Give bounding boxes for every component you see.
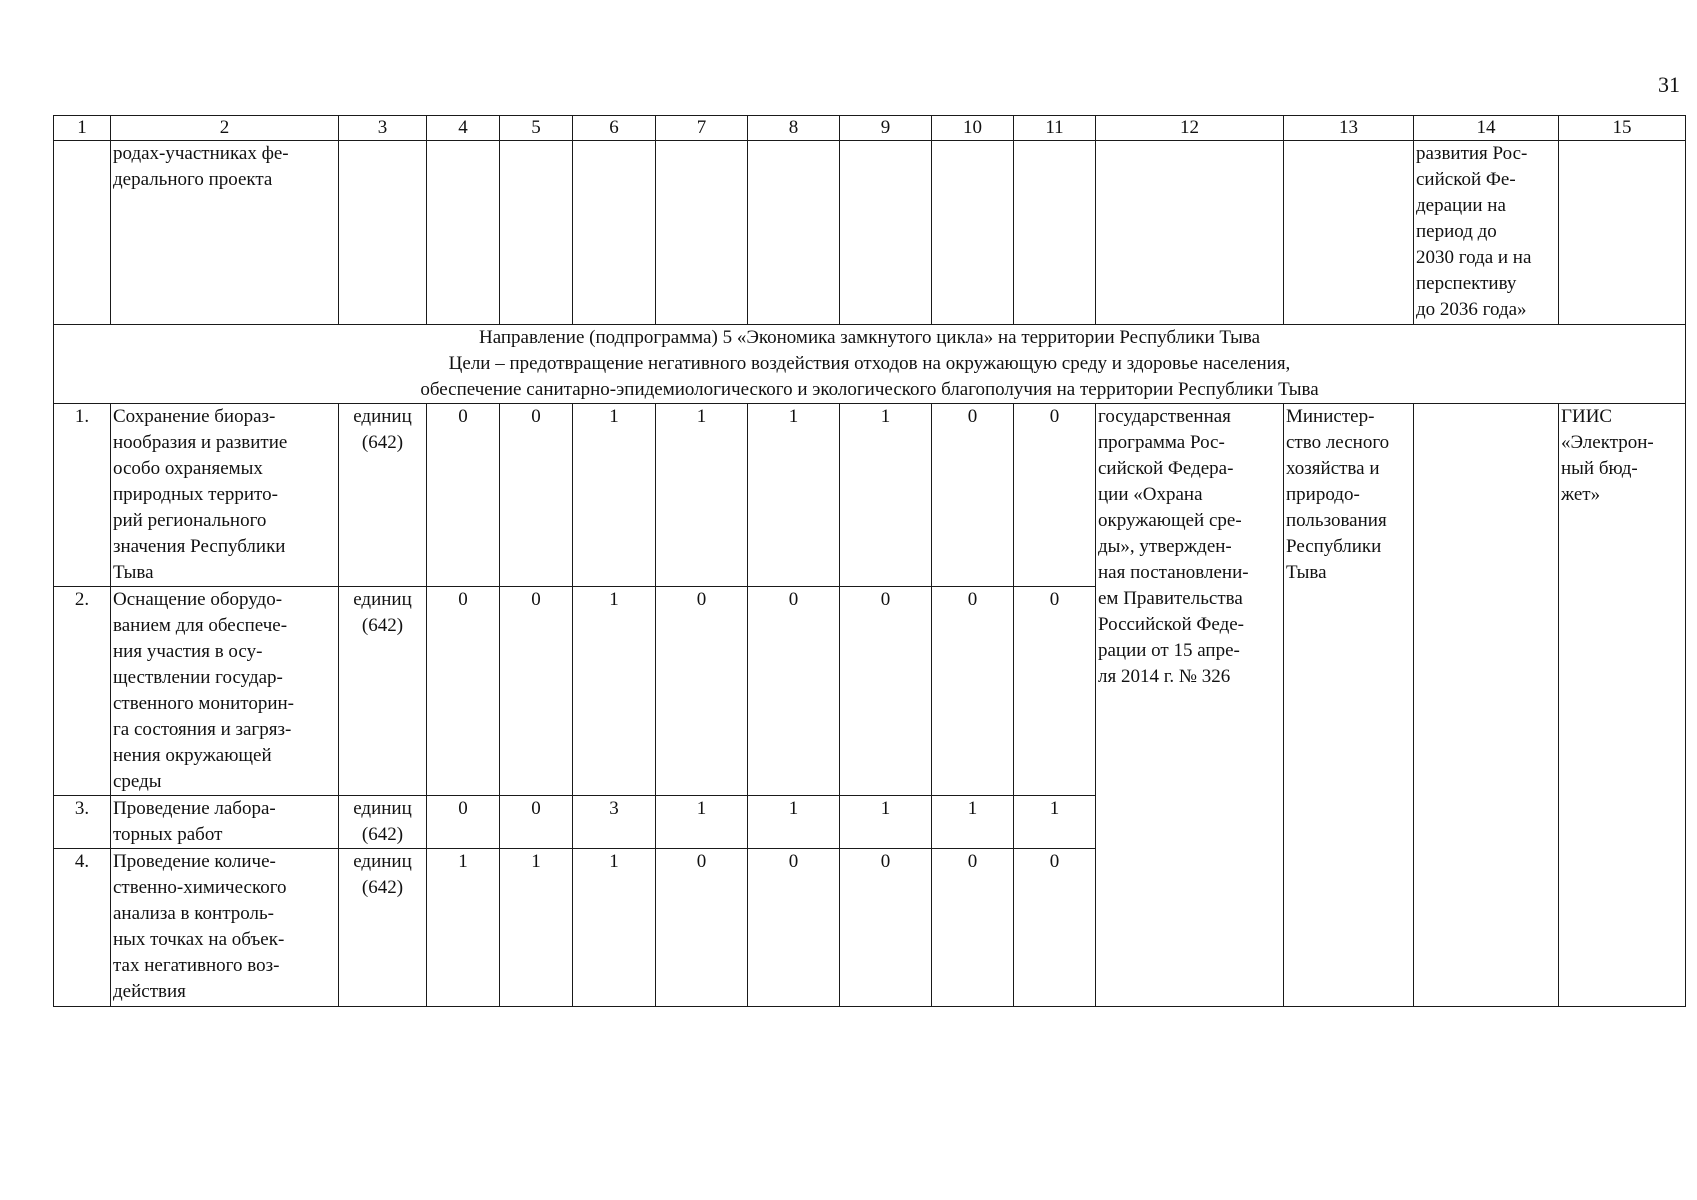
header-cell: 14: [1414, 116, 1559, 141]
indicators-table: [53, 115, 1686, 1007]
unit-cell: [339, 404, 427, 587]
section-row: [54, 325, 1686, 404]
text-line: природо-: [1286, 484, 1360, 505]
text-line: единиц: [353, 798, 412, 819]
header-cell: 15: [1559, 116, 1686, 141]
text-line: ных точках на объек-: [113, 929, 285, 950]
value-cell: 0: [500, 587, 573, 796]
value-cell: 0: [656, 587, 748, 796]
text-line: единиц: [353, 851, 412, 872]
text-line: ществлении государ-: [113, 667, 283, 688]
indicator-name: [111, 587, 339, 796]
value-cell: 1: [840, 404, 932, 587]
value-cell: 0: [427, 404, 500, 587]
text-line: сийской Федера-: [1098, 458, 1234, 479]
text-line: ванием для обеспече-: [113, 615, 288, 636]
value-cell: 0: [932, 849, 1014, 1007]
text-line: тах негативного воз-: [113, 955, 280, 976]
header-cell: 4: [427, 116, 500, 141]
value-cell: 0: [748, 587, 840, 796]
text-line: нообразия и развитие: [113, 432, 288, 453]
text-line: Оснащение оборудо-: [113, 589, 283, 610]
text-line: Тыва: [113, 562, 154, 583]
text-line: «Электрон-: [1561, 432, 1654, 453]
empty-cell: [840, 141, 932, 325]
section-goal: Цели – предотвращение негативного воздействия отходов на окружающую среду и здоровье населения,: [448, 353, 1291, 374]
header-cell: 7: [656, 116, 748, 141]
header-cell: 3: [339, 116, 427, 141]
value-cell: 0: [748, 849, 840, 1007]
indicator-name: [111, 404, 339, 587]
text-line: дерации на: [1416, 195, 1506, 216]
value-cell: 0: [656, 849, 748, 1007]
text-line: среды: [113, 771, 162, 792]
text-line: особо охраняемых: [113, 458, 263, 479]
value-cell: 0: [1014, 849, 1096, 1007]
text-line: (642): [361, 824, 404, 845]
text-line: жет»: [1561, 484, 1601, 505]
text-line: Проведение лабора-: [113, 798, 276, 819]
table-row: [54, 404, 1686, 587]
header-cell: 12: [1096, 116, 1284, 141]
text-line: родах-участниках фе-: [113, 143, 289, 164]
row-number: 3.: [54, 796, 111, 849]
header-cell: 9: [840, 116, 932, 141]
text-line: (642): [361, 615, 404, 636]
continuation-col14-cell: [1414, 141, 1559, 325]
program-cell: [1096, 404, 1284, 1007]
text-line: ство лесного: [1286, 432, 1390, 453]
header-cell: 1: [54, 116, 111, 141]
text-line: ный бюд-: [1561, 458, 1638, 479]
text-line: программа Рос-: [1098, 432, 1225, 453]
indicator-name: [111, 849, 339, 1007]
text-line: значения Республики: [113, 536, 286, 557]
section-heading: [54, 325, 1686, 404]
continuation-row: [54, 141, 1686, 325]
text-line: (642): [361, 877, 404, 898]
text-line: (642): [361, 432, 404, 453]
value-cell: 0: [427, 796, 500, 849]
text-line: период до: [1416, 221, 1497, 242]
text-line: ственно-химического: [113, 877, 287, 898]
header-cell: 10: [932, 116, 1014, 141]
text-line: ственного мониторин-: [113, 693, 295, 714]
value-cell: 1: [748, 796, 840, 849]
header-cell: 5: [500, 116, 573, 141]
value-cell: 0: [932, 404, 1014, 587]
text-line: анализа в контроль-: [113, 903, 274, 924]
empty-cell: [748, 141, 840, 325]
text-line: развития Рос-: [1416, 143, 1528, 164]
text-line: государственная: [1098, 406, 1231, 427]
text-line: хозяйства и: [1286, 458, 1380, 479]
text-line: ем Правительства: [1098, 588, 1243, 609]
text-line: ная постановлени-: [1098, 562, 1249, 583]
system-cell: [1559, 404, 1686, 1007]
text-line: Министер-: [1286, 406, 1375, 427]
value-cell: 1: [748, 404, 840, 587]
text-line: ды», утвержден-: [1098, 536, 1232, 557]
text-line: окружающей сре-: [1098, 510, 1242, 531]
empty-cell: [1284, 141, 1414, 325]
header-cell: 13: [1284, 116, 1414, 141]
text-line: перспективу: [1416, 273, 1517, 294]
empty-cell: [573, 141, 656, 325]
empty-cell: [1014, 141, 1096, 325]
text-line: ции «Охрана: [1098, 484, 1203, 505]
text-line: Сохранение биораз-: [113, 406, 276, 427]
text-line: действия: [113, 981, 186, 1002]
value-cell: 1: [656, 796, 748, 849]
value-cell: 1: [573, 587, 656, 796]
unit-cell: [339, 796, 427, 849]
value-cell: 0: [427, 587, 500, 796]
text-line: Республики: [1286, 536, 1382, 557]
value-cell: 1: [427, 849, 500, 1007]
unit-cell: [339, 849, 427, 1007]
responsible-cell: [1284, 404, 1414, 1007]
empty-cell: [54, 141, 111, 325]
text-line: ния участия в осу-: [113, 641, 263, 662]
text-line: рации от 15 апре-: [1098, 640, 1240, 661]
value-cell: 3: [573, 796, 656, 849]
text-line: га состояния и загряз-: [113, 719, 292, 740]
text-line: единиц: [353, 406, 412, 427]
value-cell: 1: [1014, 796, 1096, 849]
value-cell: 1: [500, 849, 573, 1007]
value-cell: 0: [500, 796, 573, 849]
text-line: торных работ: [113, 824, 223, 845]
value-cell: 1: [573, 849, 656, 1007]
value-cell: 0: [1014, 404, 1096, 587]
indicator-name: [111, 796, 339, 849]
empty-cell: [656, 141, 748, 325]
row-number: 2.: [54, 587, 111, 796]
text-line: нения окружающей: [113, 745, 272, 766]
header-row: [54, 116, 1686, 141]
empty-cell: [500, 141, 573, 325]
text-line: пользования: [1286, 510, 1387, 531]
text-line: Тыва: [1286, 562, 1327, 583]
empty-cell: [1559, 141, 1686, 325]
page-number: 31: [1658, 72, 1680, 97]
value-cell: 0: [840, 587, 932, 796]
row-number: 1.: [54, 404, 111, 587]
row-number: 4.: [54, 849, 111, 1007]
section-title: Направление (подпрограмма) 5 «Экономика замкнутого цикла» на территории Республики Тыва: [478, 327, 1261, 348]
text-line: ГИИС: [1561, 406, 1613, 427]
text-line: дерального проекта: [113, 169, 273, 190]
value-cell: 0: [840, 849, 932, 1007]
value-cell: 1: [573, 404, 656, 587]
text-line: сийской Фе-: [1416, 169, 1516, 190]
empty-cell: [1096, 141, 1284, 325]
section-goal: обеспечение санитарно-эпидемиологического и экологического благополучия на территории Республики Тыва: [420, 379, 1319, 400]
value-cell: 1: [656, 404, 748, 587]
text-line: Российской Феде-: [1098, 614, 1245, 635]
header-cell: 11: [1014, 116, 1096, 141]
value-cell: 0: [1014, 587, 1096, 796]
text-line: Проведение количе-: [113, 851, 276, 872]
empty-cell: [1414, 404, 1559, 1007]
empty-cell: [932, 141, 1014, 325]
unit-cell: [339, 587, 427, 796]
text-line: до 2036 года»: [1416, 299, 1527, 320]
header-cell: 2: [111, 116, 339, 141]
text-line: 2030 года и на: [1416, 247, 1532, 268]
empty-cell: [339, 141, 427, 325]
empty-cell: [427, 141, 500, 325]
value-cell: 0: [500, 404, 573, 587]
header-cell: 6: [573, 116, 656, 141]
text-line: природных террито-: [113, 484, 278, 505]
text-line: рий регионального: [113, 510, 267, 531]
value-cell: 1: [840, 796, 932, 849]
continuation-name-cell: [111, 141, 339, 325]
header-cell: 8: [748, 116, 840, 141]
text-line: единиц: [353, 589, 412, 610]
text-line: ля 2014 г. № 326: [1098, 666, 1231, 687]
value-cell: 1: [932, 796, 1014, 849]
value-cell: 0: [932, 587, 1014, 796]
